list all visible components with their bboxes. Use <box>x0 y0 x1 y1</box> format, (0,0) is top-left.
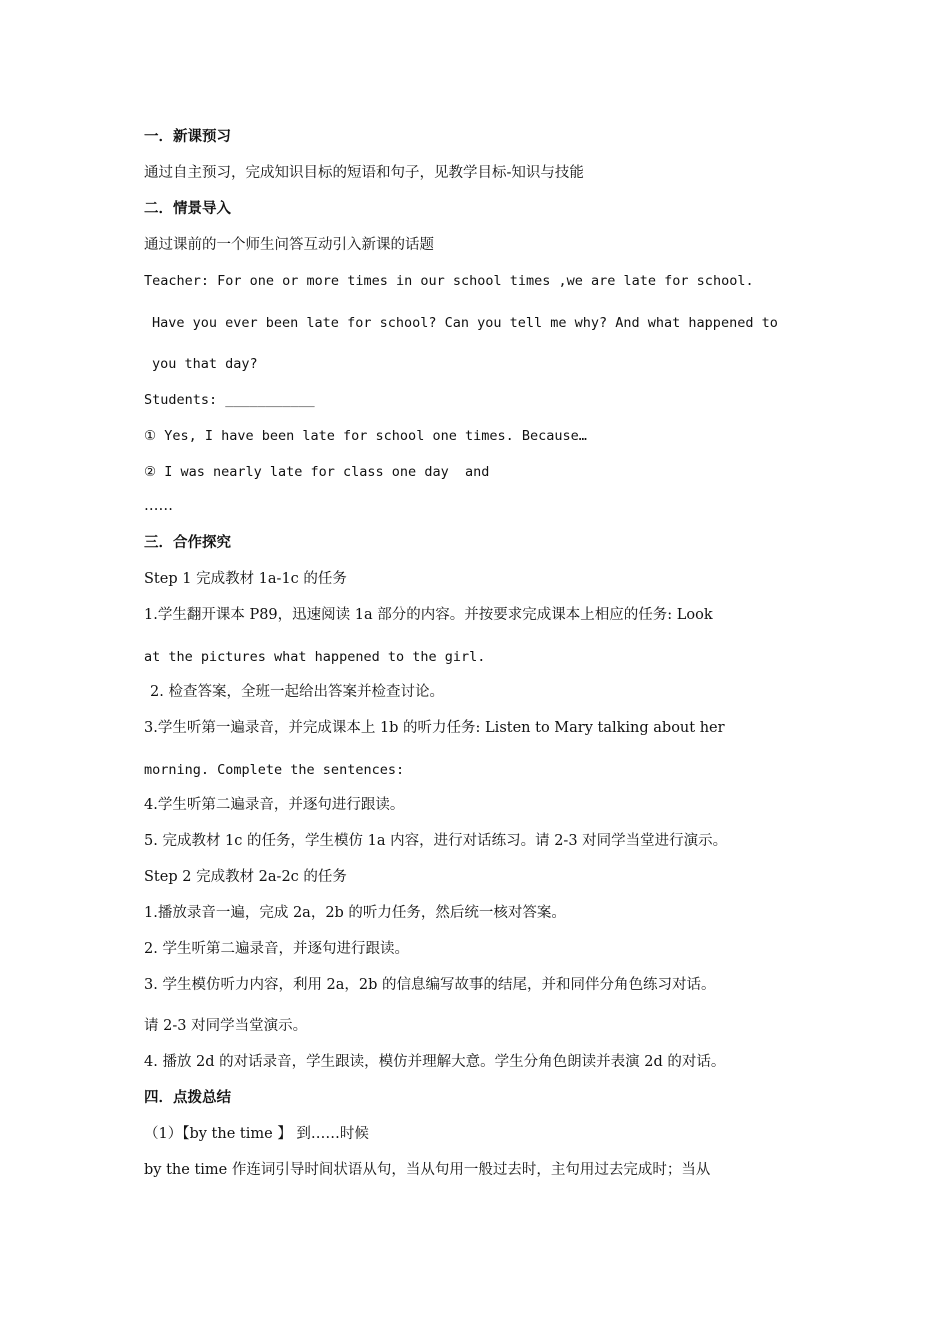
step-1-item-3-cont: morning. Complete the sentences: <box>144 762 405 778</box>
students-line: Students: ___________ <box>144 392 315 408</box>
heading-summary: 四．点拨总结 <box>144 1090 231 1106</box>
student-answer-2: ② I was nearly late for class one day and <box>144 464 490 480</box>
step-1-item-1: 1.学生翻开课本 P89，迅速阅读 1a 部分的内容。并按要求完成课本上相应的任务: Look <box>144 607 713 623</box>
step-2-item-4: 4. 播放 2d 的对话录音，学生跟读，模仿并理解大意。学生分角色朗读并表演 2d 的对话。 <box>144 1054 726 1070</box>
step-1-item-1-cont: at the pictures what happened to the girl. <box>144 649 486 665</box>
step-1-item-4: 4.学生听第二遍录音，并逐句进行跟读。 <box>144 797 405 813</box>
ellipsis: …… <box>144 498 173 514</box>
step-1-title: Step 1 完成教材 1a-1c 的任务 <box>144 571 347 587</box>
heading-preview: 一．新课预习 <box>144 129 231 145</box>
text-line: 通过自主预习，完成知识目标的短语和句子，见教学目标-知识与技能 <box>144 165 584 181</box>
step-2-item-1: 1.播放录音一遍，完成 2a，2b 的听力任务，然后统一核对答案。 <box>144 905 566 921</box>
teacher-line-cont: Have you ever been late for school? Can you tell me why? And what happened to <box>152 315 778 331</box>
step-2-item-2: 2. 学生听第二遍录音，并逐句进行跟读。 <box>144 941 409 957</box>
heading-situation-intro: 二．情景导入 <box>144 201 231 217</box>
text-line: 通过课前的一个师生问答互动引入新课的话题 <box>144 237 434 253</box>
teacher-line: Teacher: For one or more times in our school times ,we are late for school. <box>144 273 754 289</box>
student-answer-1: ① Yes, I have been late for school one times. Because… <box>144 428 587 444</box>
step-1-item-2: 2. 检查答案，全班一起给出答案并检查讨论。 <box>150 684 444 700</box>
summary-point-1-text: by the time 作连词引导时间状语从句，当从句用一般过去时，主句用过去完成时；当从 <box>144 1162 711 1178</box>
teacher-line-cont: you that day? <box>152 356 258 372</box>
step-1-item-3: 3.学生听第一遍录音，并完成课本上 1b 的听力任务: Listen to Mary talking about her <box>144 720 725 736</box>
step-2-item-3-cont: 请 2-3 对同学当堂演示。 <box>144 1018 308 1034</box>
step-2-item-3: 3. 学生模仿听力内容，利用 2a，2b 的信息编写故事的结尾，并和同伴分角色练习对话。 <box>144 977 716 993</box>
step-1-item-5: 5. 完成教材 1c 的任务，学生模仿 1a 内容，进行对话练习。请 2-3 对同学当堂进行演示。 <box>144 833 728 849</box>
step-2-title: Step 2 完成教材 2a-2c 的任务 <box>144 869 347 885</box>
heading-cooperative-inquiry: 三．合作探究 <box>144 535 231 551</box>
summary-point-1: （1）【by the time 】 到……时候 <box>144 1126 369 1142</box>
